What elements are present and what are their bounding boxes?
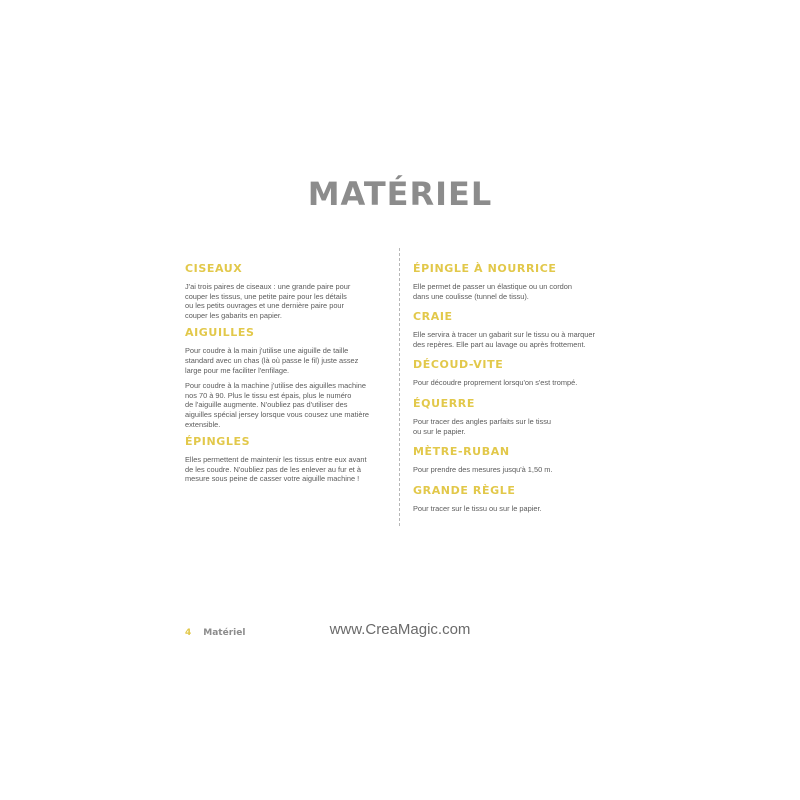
- section-craie: [413, 310, 628, 349]
- section-paragraph: J'ai trois paires de ciseaux : une grande paire pour couper les tissus, une petite paire pour les détails ou les petits ouvrages et une dernière paire pour couper les gabarits en papier.: [185, 282, 351, 320]
- section-epingles: [185, 435, 385, 484]
- section-paragraph: Elle permet de passer un élastique ou un cordon dans une coulisse (tunnel de tissu).: [413, 282, 572, 301]
- section-heading: MÈTRE-RUBAN: [413, 445, 510, 459]
- section-equerre: [413, 397, 628, 436]
- section-metre-ruban: [413, 445, 628, 475]
- column-divider: [399, 248, 400, 526]
- section-heading: ÉPINGLES: [185, 435, 251, 449]
- section-heading: ÉPINGLE À NOURRICE: [413, 262, 557, 275]
- section-paragraph: Pour découdre proprement lorsqu'on s'est trompé.: [413, 378, 578, 388]
- section-paragraph: Pour tracer des angles parfaits sur le tissu ou sur le papier.: [413, 416, 552, 436]
- section-paragraph: Elle servira à tracer un gabarit sur le tissu ou à marquer des repères. Elle part au lavage ou après frottement.: [413, 330, 595, 349]
- footer-section-name: Matériel: [203, 628, 246, 638]
- section-decoud-vite: [413, 358, 628, 388]
- section-paragraph: Pour prendre des mesures jusqu'à 1,50 m.: [413, 465, 553, 475]
- left-column: [185, 262, 385, 490]
- section-paragraph: Pour coudre à la machine j'utilise des aiguilles machine nos 70 à 90. Plus le tissu est épais, plus le numéro de l'aiguille augmente. N'oubliez pas d'utiliser des aiguilles spécial jersey lorsque vous cousez une matière extensible.: [185, 381, 370, 429]
- section-paragraph: Elles permettent de maintenir les tissus entre eux avant de les coudre. N'oubliez pas de les enlever au fur et à mesure sous peine de casser votre aiguille machine !: [185, 455, 367, 484]
- section-paragraph: Pour coudre à la main j'utilise une aiguille de taille standard avec un chas (là où passe le fil) juste assez large pour me faciliter l'enfilage.: [185, 346, 359, 375]
- section-heading: GRANDE RÈGLE: [413, 483, 516, 497]
- section-heading: ÉQUERRE: [413, 396, 475, 410]
- right-column: [413, 262, 628, 522]
- section-heading: CISEAUX: [185, 262, 243, 275]
- section-aiguilles: [185, 326, 385, 429]
- section-heading: CRAIE: [413, 310, 453, 324]
- section-ciseaux: [185, 262, 385, 320]
- watermark-text: www.CreaMagic.com: [329, 621, 471, 638]
- section-heading: DÉCOUD-VITE: [413, 358, 504, 372]
- section-grande-regle: [413, 484, 628, 514]
- section-paragraph: Pour tracer sur le tissu ou sur le papier.: [413, 503, 542, 513]
- section-epingle-a-nourrice: [413, 262, 628, 301]
- section-heading: AIGUILLES: [185, 326, 255, 340]
- page-number: 4: [185, 628, 192, 638]
- page-title: MATÉRIEL: [307, 175, 493, 213]
